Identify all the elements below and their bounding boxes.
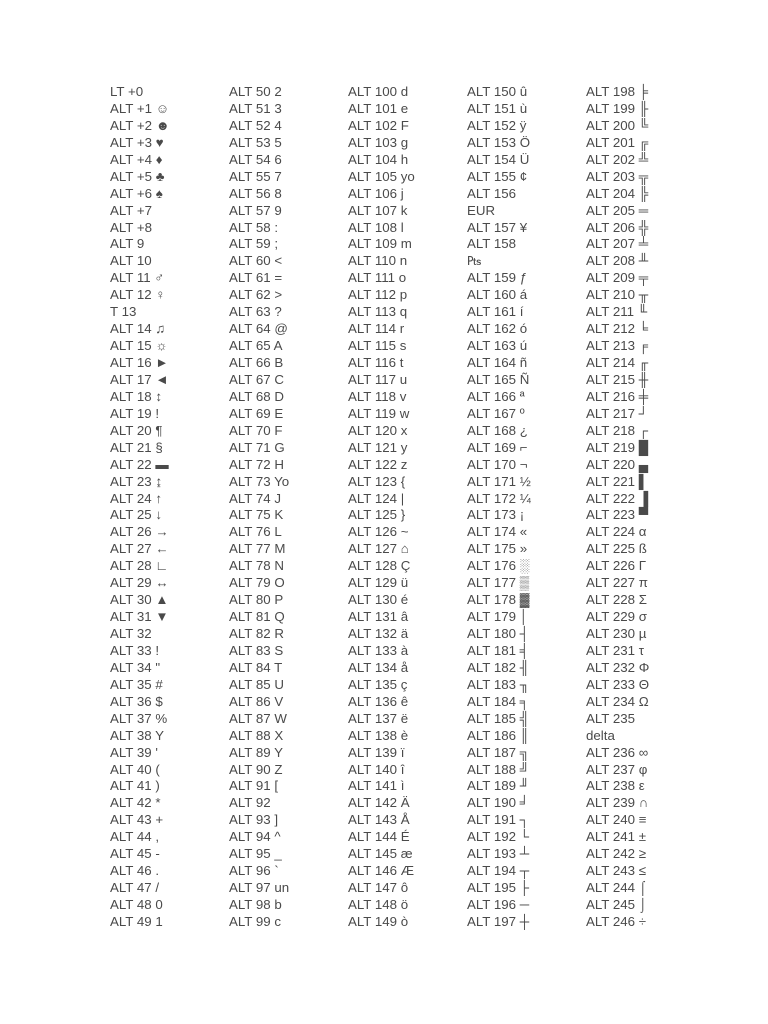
alt-code-entry: ALT 87 W bbox=[229, 710, 287, 726]
alt-code-entry: ALT 78 N bbox=[229, 558, 284, 574]
alt-code-entry: ALT 175 » bbox=[467, 541, 528, 557]
alt-code-entry: ALT 217 ┘ bbox=[586, 405, 649, 421]
alt-code-entry: ALT 193 ┴ bbox=[467, 846, 530, 862]
alt-code-entry: ALT 88 X bbox=[229, 727, 284, 743]
alt-code-entry: ALT 148 ö bbox=[348, 897, 409, 912]
alt-code-entry: ALT 71 G bbox=[229, 439, 285, 455]
alt-code-entry: ALT 186 ║ bbox=[467, 727, 530, 743]
alt-code-entry: ALT 18 ↕ bbox=[110, 388, 162, 404]
alt-code-entry: ALT 144 É bbox=[348, 829, 410, 845]
alt-code-entry: ALT 133 à bbox=[348, 642, 409, 658]
alt-code-entry: ALT 94 ^ bbox=[229, 829, 281, 845]
alt-code-entry: ALT 51 3 bbox=[229, 100, 282, 116]
alt-code-entry: ALT 89 Y bbox=[229, 744, 283, 760]
alt-code-entry: ALT +8 bbox=[110, 219, 153, 235]
alt-code-entry: LT +0 bbox=[110, 84, 144, 99]
alt-code-entry: ALT 244 ⌠ bbox=[586, 880, 647, 896]
alt-code-entry: ALT 238 ε bbox=[586, 778, 645, 794]
alt-code-entry: ALT 210 ╥ bbox=[586, 287, 649, 303]
alt-code-entry: ALT 50 2 bbox=[229, 84, 282, 99]
alt-code-entry: ALT 26 → bbox=[110, 524, 169, 540]
alt-code-entry: ALT 189 ╜ bbox=[467, 778, 530, 794]
alt-code-entry: ALT 23 ↨ bbox=[110, 473, 162, 489]
alt-code-entry: ALT 97 un bbox=[229, 880, 290, 896]
alt-code-entry: ALT 32 bbox=[110, 626, 152, 641]
alt-code-entry: ALT +2 ☻ bbox=[110, 117, 170, 133]
alt-code-entry: ALT 154 Ü bbox=[467, 151, 530, 167]
alt-code-entry: ALT +1 ☺ bbox=[110, 100, 170, 116]
alt-code-entry: ALT 114 r bbox=[348, 321, 405, 337]
alt-code-entry: ALT 28 ∟ bbox=[110, 558, 169, 574]
alt-code-entry: ALT 150 û bbox=[467, 84, 528, 99]
alt-code-entry: ALT 162 ó bbox=[467, 321, 528, 337]
alt-code-entry: ALT 41 ) bbox=[110, 778, 160, 794]
alt-code-entry: ALT 220 ▄ bbox=[586, 456, 649, 472]
alt-code-entry: ALT 33 ! bbox=[110, 642, 160, 658]
alt-code-entry: ALT 236 ∞ bbox=[586, 744, 649, 760]
alt-code-entry: ALT 102 F bbox=[348, 117, 409, 133]
alt-code-entry: ALT 170 ¬ bbox=[467, 456, 528, 472]
alt-code-entry: ALT 30 ▲ bbox=[110, 592, 169, 608]
alt-code-entry: ALT 116 t bbox=[348, 355, 404, 370]
alt-code-entry: ALT 195 ├ bbox=[467, 880, 530, 896]
alt-code-entry: ALT 68 D bbox=[229, 388, 284, 404]
alt-code-entry: ALT 198 ╞ bbox=[586, 84, 649, 99]
alt-code-entry: ALT 151 ù bbox=[467, 100, 528, 116]
alt-code-entry: ALT 161 í bbox=[467, 304, 524, 320]
alt-code-entry: ALT 225 ß bbox=[586, 541, 647, 557]
alt-code-entry: ALT 103 g bbox=[348, 134, 409, 150]
alt-code-entry: ALT 57 9 bbox=[229, 202, 282, 218]
alt-code-entry: ALT 237 φ bbox=[586, 761, 648, 777]
alt-code-entry: ALT 153 Ö bbox=[467, 134, 531, 150]
alt-code-entry: ALT 108 l bbox=[348, 219, 404, 235]
alt-code-entry: ALT 17 ◄ bbox=[110, 371, 169, 387]
alt-code-entry: ALT 46 . bbox=[110, 863, 160, 879]
alt-code-entry: ALT 120 x bbox=[348, 422, 408, 438]
alt-code-entry: ALT 37 % bbox=[110, 710, 168, 726]
alt-code-entry: ALT 35 # bbox=[110, 676, 163, 692]
alt-code-entry: ALT 216 ╪ bbox=[586, 388, 649, 404]
alt-code-entry: ALT 146 Æ bbox=[348, 863, 415, 879]
alt-code-entry: ALT 76 L bbox=[229, 524, 282, 540]
alt-code-entry: ALT 227 π bbox=[586, 575, 648, 591]
alt-code-entry: ALT 56 8 bbox=[229, 185, 282, 201]
alt-code-entry: ALT 44 , bbox=[110, 829, 160, 845]
alt-code-entry: ALT 29 ↔ bbox=[110, 575, 169, 591]
alt-code-entry: ALT 183 ╖ bbox=[467, 676, 530, 692]
alt-code-entry: ALT 190 ╛ bbox=[467, 795, 530, 811]
alt-code-entry: ALT 66 B bbox=[229, 355, 284, 370]
alt-code-entry: ALT 132 ä bbox=[348, 626, 409, 641]
alt-code-entry: ALT 85 U bbox=[229, 676, 284, 692]
alt-code-entry: ALT 219 █ bbox=[586, 439, 649, 455]
alt-code-entry: ALT 9 bbox=[110, 236, 145, 252]
alt-code-entry: ALT 11 ♂ bbox=[110, 270, 165, 286]
alt-code-entry: ALT 194 ┬ bbox=[467, 863, 530, 879]
alt-code-entry: ALT 173 ¡ bbox=[467, 507, 525, 523]
alt-code-entry: ALT 201 ╔ bbox=[586, 134, 649, 150]
alt-code-entry: EUR bbox=[467, 202, 496, 218]
alt-code-entry: ALT 123 { bbox=[348, 473, 406, 489]
alt-code-entry: ALT 185 ╣ bbox=[467, 710, 530, 726]
alt-code-entry: ALT 55 7 bbox=[229, 168, 282, 184]
alt-code-entry: ALT 239 ∩ bbox=[586, 795, 649, 811]
alt-code-entry: ALT 165 Ñ bbox=[467, 371, 530, 387]
alt-code-entry: ALT +3 ♥ bbox=[110, 134, 164, 150]
alt-code-entry: ALT 124 | bbox=[348, 490, 405, 506]
alt-code-entry: ALT 135 ç bbox=[348, 676, 408, 692]
alt-code-entry: ALT 199 ╟ bbox=[586, 100, 649, 116]
alt-code-entry: ALT 81 Q bbox=[229, 609, 285, 625]
alt-code-entry: ALT 12 ♀ bbox=[110, 287, 166, 303]
alt-code-entry: ALT 112 p bbox=[348, 287, 408, 303]
alt-code-entry: ALT 20 ¶ bbox=[110, 422, 163, 438]
alt-code-entry: ALT 240 ≡ bbox=[586, 812, 647, 828]
alt-code-entry: ALT 34 " bbox=[110, 659, 161, 675]
alt-code-entry: ALT 83 S bbox=[229, 642, 284, 658]
alt-code-entry: ALT 245 ⌡ bbox=[586, 897, 647, 912]
alt-code-entry: ALT 86 V bbox=[229, 693, 284, 709]
alt-code-entry: ALT 73 Yo bbox=[229, 473, 290, 489]
alt-code-entry: ALT 75 K bbox=[229, 507, 284, 523]
alt-code-entry: ALT 105 yo bbox=[348, 168, 415, 184]
alt-code-entry: ALT 134 å bbox=[348, 659, 409, 675]
alt-code-entry: ALT 177 ▒ bbox=[467, 575, 530, 591]
alt-code-entry: ALT 131 â bbox=[348, 609, 409, 625]
alt-code-entry: T 13 bbox=[110, 304, 137, 320]
alt-code-entry: ALT 118 v bbox=[348, 388, 407, 404]
alt-code-entry: ALT 54 6 bbox=[229, 151, 282, 167]
alt-code-entry: ALT 209 ╤ bbox=[586, 270, 649, 286]
alt-code-entry: ALT 64 @ bbox=[229, 321, 288, 337]
alt-code-entry: ALT 157 ¥ bbox=[467, 219, 528, 235]
alt-code-entry: ALT 115 s bbox=[348, 338, 407, 354]
alt-code-entry: ALT 212 ╘ bbox=[586, 321, 649, 337]
column-3 bbox=[348, 84, 466, 931]
alt-code-entry: ALT 228 Σ bbox=[586, 592, 647, 608]
alt-code-entry: ALT 179 │ bbox=[467, 609, 529, 625]
alt-code-entry: ALT 196 ─ bbox=[467, 897, 530, 912]
alt-code-entry: ALT 91 [ bbox=[229, 778, 279, 794]
alt-code-entry: ALT 126 ~ bbox=[348, 524, 409, 540]
alt-code-entry: ALT 77 M bbox=[229, 541, 286, 557]
alt-code-entry: ALT 60 < bbox=[229, 253, 283, 269]
alt-code-entry: ALT 128 Ç bbox=[348, 558, 411, 574]
alt-code-entry: ALT 36 $ bbox=[110, 693, 163, 709]
alt-code-entry: ALT 99 c bbox=[229, 913, 281, 929]
alt-code-entry: ALT 74 J bbox=[229, 490, 281, 506]
alt-code-entry: ALT +7 bbox=[110, 202, 153, 218]
alt-code-entry: ALT 235 bbox=[586, 710, 636, 726]
alt-code-entry: ALT 218 ┌ bbox=[586, 422, 649, 438]
alt-code-entry: ALT 43 + bbox=[110, 812, 164, 828]
alt-code-entry: ALT 49 1 bbox=[110, 913, 163, 929]
alt-code-entry: ALT 137 ë bbox=[348, 710, 409, 726]
alt-code-entry: ALT 152 ÿ bbox=[467, 117, 527, 133]
alt-code-entry: ALT 110 n bbox=[348, 253, 408, 269]
alt-code-entry: ALT 166 ª bbox=[467, 388, 525, 404]
alt-code-entry: ALT 197 ┼ bbox=[467, 913, 530, 929]
alt-code-entry: ALT 188 ╝ bbox=[467, 761, 530, 777]
alt-code-entry: ALT 129 ü bbox=[348, 575, 409, 591]
alt-code-entry: ALT 167 º bbox=[467, 405, 525, 421]
alt-code-entry: ALT 224 α bbox=[586, 524, 647, 540]
alt-code-entry: ALT 48 0 bbox=[110, 897, 163, 912]
alt-code-entry: ALT 25 ↓ bbox=[110, 507, 162, 523]
alt-code-entry: ALT 119 w bbox=[348, 405, 410, 421]
alt-code-entry: ALT 169 ⌐ bbox=[467, 439, 528, 455]
alt-code-entry: ALT 139 ï bbox=[348, 744, 405, 760]
alt-code-entry: ALT 10 bbox=[110, 253, 152, 269]
alt-code-entry: ALT 80 P bbox=[229, 592, 284, 608]
alt-code-entry: ALT 156 bbox=[467, 185, 517, 201]
alt-code-entry: ALT 141 ì bbox=[348, 778, 405, 794]
alt-code-entry: ALT 180 ┤ bbox=[467, 626, 530, 641]
alt-code-entry: ALT 214 ╓ bbox=[586, 355, 649, 370]
alt-code-entry: ALT 200 ╚ bbox=[586, 117, 649, 133]
alt-code-entry: ALT 203 ╦ bbox=[586, 168, 649, 184]
alt-code-entry: ALT 145 æ bbox=[348, 846, 413, 862]
alt-code-entry: ALT 59 ; bbox=[229, 236, 279, 252]
alt-code-entry: ALT 96 ` bbox=[229, 863, 279, 879]
alt-code-entry: ALT 187 ╗ bbox=[467, 744, 530, 760]
alt-code-entry: ALT 22 ▬ bbox=[110, 456, 169, 472]
alt-code-entry: ALT 52 4 bbox=[229, 117, 282, 133]
alt-code-entry: ALT 205 ═ bbox=[586, 202, 649, 218]
alt-code-entry: ALT 155 ¢ bbox=[467, 168, 528, 184]
alt-code-entry: ALT 92 bbox=[229, 795, 271, 811]
alt-code-entry: ALT 38 Y bbox=[110, 727, 164, 743]
alt-code-entry: ALT 147 ô bbox=[348, 880, 409, 896]
alt-code-entry: ALT 230 µ bbox=[586, 626, 647, 641]
alt-code-entry: ALT +6 ♠ bbox=[110, 185, 163, 201]
alt-code-entry: ALT 192 └ bbox=[467, 829, 530, 845]
alt-code-entry: ALT 234 Ω bbox=[586, 693, 649, 709]
alt-code-entry: ALT 159 ƒ bbox=[467, 270, 528, 286]
alt-code-entry: ALT 21 § bbox=[110, 439, 163, 455]
alt-code-entry: ALT 164 ñ bbox=[467, 355, 528, 370]
alt-code-entry: ALT 243 ≤ bbox=[586, 863, 647, 879]
alt-code-entry: ALT 24 ↑ bbox=[110, 490, 162, 506]
alt-code-entry: ALT 122 z bbox=[348, 456, 408, 472]
alt-code-entry: ALT 19 ! bbox=[110, 405, 160, 421]
alt-code-entry: delta bbox=[586, 727, 615, 743]
alt-code-entry: ALT 136 ê bbox=[348, 693, 409, 709]
column-1 bbox=[110, 84, 228, 931]
alt-code-entry: ALT 31 ▼ bbox=[110, 609, 169, 625]
alt-code-entry: ALT 221 ▌ bbox=[586, 473, 649, 489]
alt-code-entry: ALT 39 ' bbox=[110, 744, 158, 760]
alt-code-entry: ALT 15 ☼ bbox=[110, 338, 168, 354]
alt-code-entry: ALT 42 * bbox=[110, 795, 161, 811]
alt-code-entry: ALT 174 « bbox=[467, 524, 528, 540]
alt-code-entry: ALT 72 H bbox=[229, 456, 284, 472]
alt-code-entry: ALT 95 _ bbox=[229, 846, 282, 862]
alt-code-entry: ALT 158 bbox=[467, 236, 517, 252]
alt-code-entry: ALT 184 ╕ bbox=[467, 693, 530, 709]
alt-code-entry: ALT 229 σ bbox=[586, 609, 647, 625]
alt-code-entry: ALT 104 h bbox=[348, 151, 409, 167]
alt-code-entry: ALT 53 5 bbox=[229, 134, 282, 150]
alt-code-entry: ALT 181 ╡ bbox=[467, 642, 530, 658]
alt-code-entry: ALT 62 > bbox=[229, 287, 283, 303]
alt-code-entry: ALT 79 O bbox=[229, 575, 285, 591]
alt-code-entry: ALT 82 R bbox=[229, 626, 284, 641]
alt-code-entry: ALT 222 ▐ bbox=[586, 490, 649, 506]
alt-code-entry: ALT 63 ? bbox=[229, 304, 282, 320]
alt-code-entry: ALT 45 - bbox=[110, 846, 160, 862]
alt-code-entry: ALT 171 ½ bbox=[467, 473, 531, 489]
alt-code-entry: ALT 107 k bbox=[348, 202, 408, 218]
alt-code-entry: ALT 207 ╧ bbox=[586, 236, 649, 252]
alt-code-entry: ALT 213 ╒ bbox=[586, 338, 649, 354]
alt-code-entry: ALT 69 E bbox=[229, 405, 284, 421]
alt-code-entry: ALT 93 ] bbox=[229, 812, 279, 828]
alt-code-entry: ALT 140 î bbox=[348, 761, 405, 777]
alt-code-entry: ALT 109 m bbox=[348, 236, 412, 252]
alt-code-entry: ALT 138 è bbox=[348, 727, 409, 743]
alt-code-entry: ALT 61 = bbox=[229, 270, 283, 286]
alt-code-entry: ALT 130 é bbox=[348, 592, 409, 608]
alt-code-entry: ALT 111 o bbox=[348, 270, 407, 286]
alt-code-entry: ALT 47 / bbox=[110, 880, 160, 896]
alt-code-entry: ALT 232 Φ bbox=[586, 659, 650, 675]
alt-code-entry: ALT 206 ╬ bbox=[586, 219, 649, 235]
alt-code-entry: ALT 90 Z bbox=[229, 761, 283, 777]
alt-code-entry: ALT 117 u bbox=[348, 371, 408, 387]
alt-code-entry: ALT 121 y bbox=[348, 439, 408, 455]
alt-code-entry: ₧ bbox=[467, 253, 482, 269]
alt-code-entry: ALT 143 Å bbox=[348, 812, 410, 828]
alt-code-entry: ALT 70 F bbox=[229, 422, 283, 438]
alt-code-entry: ALT 27 ← bbox=[110, 541, 169, 557]
alt-code-entry: ALT 149 ò bbox=[348, 913, 409, 929]
alt-code-entry: ALT 231 τ bbox=[586, 642, 644, 658]
alt-code-entry: ALT 106 j bbox=[348, 185, 404, 201]
alt-code-entry: ALT 65 A bbox=[229, 338, 283, 354]
alt-code-entry: ALT 242 ≥ bbox=[586, 846, 647, 862]
alt-code-entry: ALT 101 e bbox=[348, 100, 409, 116]
alt-code-entry: ALT 14 ♫ bbox=[110, 321, 166, 337]
alt-code-entry: ALT 182 ╢ bbox=[467, 659, 530, 675]
alt-code-entry: ALT 168 ¿ bbox=[467, 422, 528, 438]
column-5 bbox=[586, 84, 704, 931]
column-2 bbox=[229, 84, 347, 931]
alt-code-entry: ALT 40 ( bbox=[110, 761, 160, 777]
alt-code-entry: ALT 127 ⌂ bbox=[348, 541, 409, 557]
alt-code-entry: ALT 208 ╨ bbox=[586, 253, 649, 269]
alt-code-entry: ALT 172 ¼ bbox=[467, 490, 531, 506]
alt-code-entry: ALT +4 ♦ bbox=[110, 151, 163, 167]
alt-code-entry: ALT 191 ┐ bbox=[467, 812, 530, 828]
alt-code-entry: ALT 246 ÷ bbox=[586, 913, 647, 929]
alt-code-entry: ALT 202 ╩ bbox=[586, 151, 649, 167]
alt-code-entry: ALT 84 T bbox=[229, 659, 283, 675]
alt-code-entry: ALT 204 ╠ bbox=[586, 185, 649, 201]
alt-code-entry: ALT 226 Γ bbox=[586, 558, 647, 574]
alt-code-entry: ALT 163 ú bbox=[467, 338, 528, 354]
alt-code-entry: ALT 176 ░ bbox=[467, 558, 530, 574]
alt-code-entry: ALT 178 ▓ bbox=[467, 592, 530, 608]
alt-code-entry: ALT 98 b bbox=[229, 897, 282, 912]
alt-code-entry: ALT 67 C bbox=[229, 371, 284, 387]
alt-code-entry: ALT 100 d bbox=[348, 84, 409, 99]
alt-code-entry: ALT 215 ╫ bbox=[586, 371, 649, 387]
alt-code-entry: ALT 142 Ä bbox=[348, 795, 410, 811]
column-4 bbox=[467, 84, 585, 931]
alt-code-entry: ALT 125 } bbox=[348, 507, 406, 523]
alt-code-entry: ALT 223 ▀ bbox=[586, 507, 649, 523]
alt-code-entry: ALT 233 Θ bbox=[586, 676, 650, 692]
alt-code-entry: ALT 113 q bbox=[348, 304, 408, 320]
alt-code-entry: ALT 16 ► bbox=[110, 355, 169, 370]
alt-code-entry: ALT 160 á bbox=[467, 287, 528, 303]
alt-code-entry: ALT +5 ♣ bbox=[110, 168, 165, 184]
alt-code-entry: ALT 241 ± bbox=[586, 829, 647, 845]
alt-code-entry: ALT 58 : bbox=[229, 219, 279, 235]
alt-code-entry: ALT 211 ╙ bbox=[586, 304, 648, 320]
